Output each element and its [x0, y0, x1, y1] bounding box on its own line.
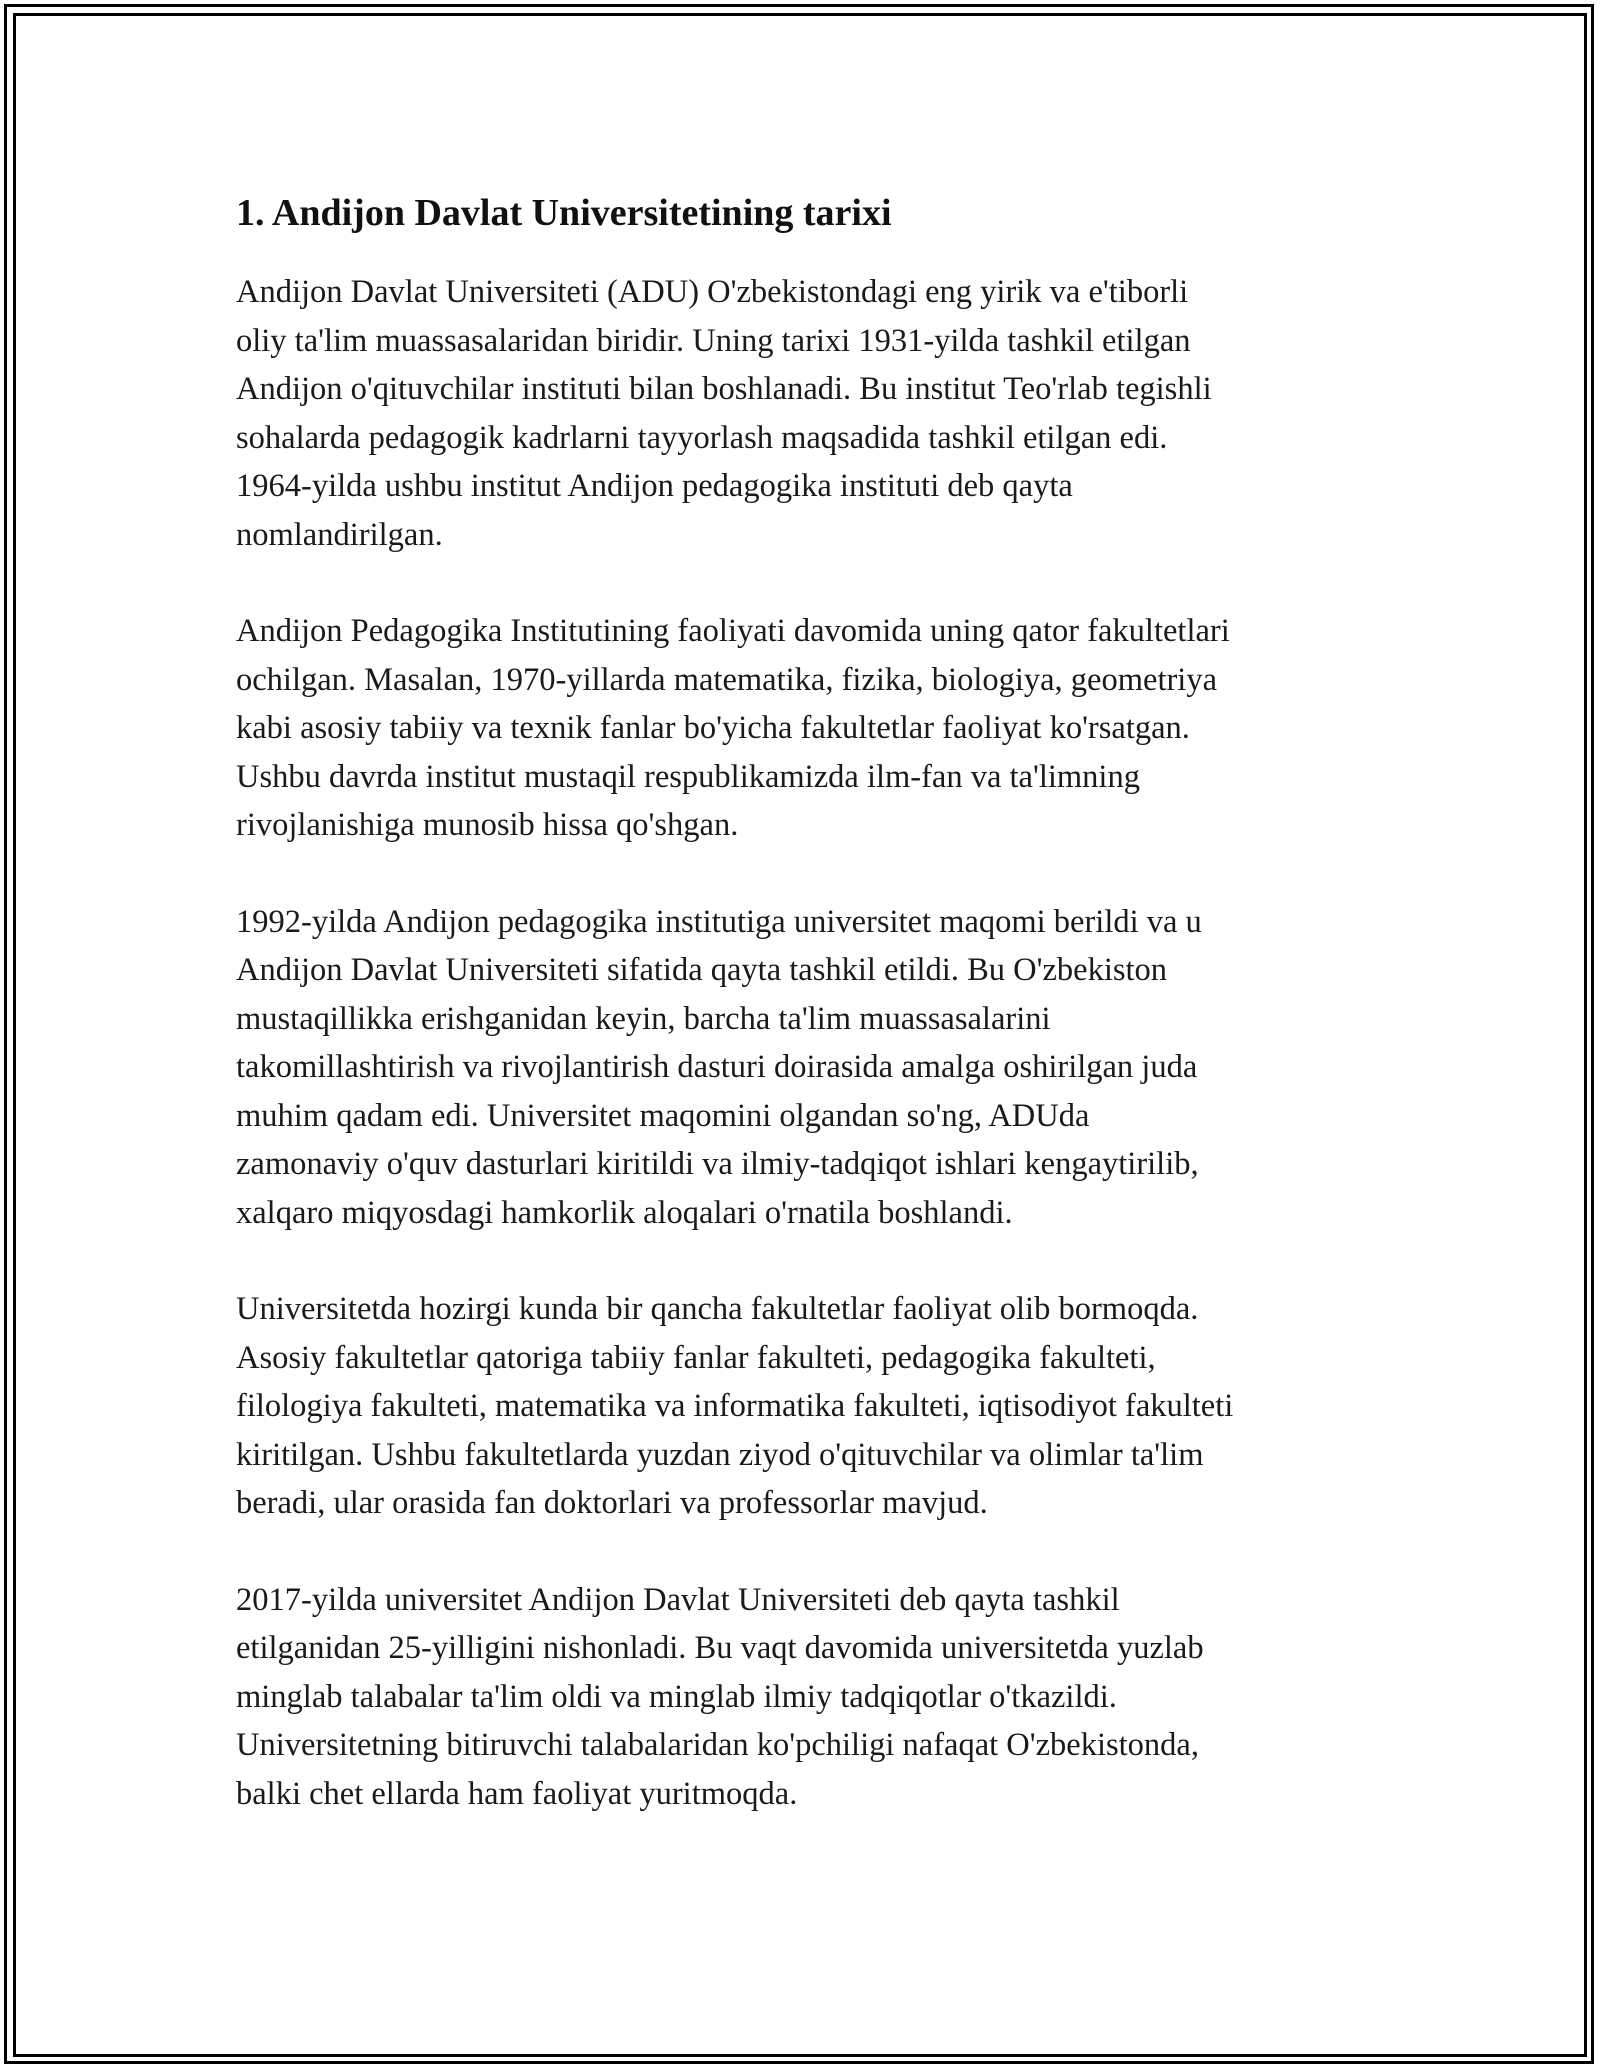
paragraph-line: minglab talabalar ta'lim oldi va minglab ilmiy tadqiqotlar o'tkazildi. — [236, 1678, 1117, 1715]
paragraph — [236, 1576, 1376, 1819]
paragraph — [236, 898, 1376, 1238]
paragraph-line: filologiya fakulteti, matematika va informatika fakulteti, iqtisodiyot fakulteti — [236, 1388, 1234, 1424]
document-body — [236, 268, 1376, 1818]
paragraph-line: ochilgan. Masalan, 1970-yillarda matematika, fizika, biologiya, geometriya — [236, 661, 1217, 698]
paragraph-line: Universitetning bitiruvchi talabalaridan ko'pchiligi nafaqat O'zbekistonda, — [236, 1727, 1199, 1763]
paragraph-line: oliy ta'lim muassasalaridan biridir. Uning tarixi 1931-yilda tashkil etilgan — [236, 322, 1191, 359]
paragraph-line: Universitetda hozirgi kunda bir qancha fakultetlar faoliyat olib bormoqda. — [236, 1291, 1199, 1327]
paragraph-line: xalqaro miqyosdagi hamkorlik aloqalari o'rnatila boshlandi. — [236, 1194, 1013, 1231]
paragraph-line: Andijon o'qituvchilar instituti bilan boshlanadi. Bu institut Teo'rlab tegishli — [236, 371, 1212, 407]
document-content — [236, 184, 1376, 1866]
paragraph-line: sohalarda pedagogik kadrlarni tayyorlash maqsadida tashkil etilgan edi. — [236, 419, 1168, 456]
paragraph-line: Andijon Davlat Universiteti (ADU) O'zbekistondagi eng yirik va e'tiborli — [236, 274, 1189, 310]
paragraph-line: kabi asosiy tabiiy va texnik fanlar bo'yicha fakultetlar faoliyat ko'rsatgan. — [236, 710, 1190, 746]
paragraph-line: Andijon Pedagogika Institutining faoliyati davomida uning qator fakultetlari — [236, 613, 1230, 649]
paragraph-line: zamonaviy o'quv dasturlari kiritildi va ilmiy-tadqiqot ishlari kengaytirilib, — [236, 1146, 1199, 1182]
paragraph-line: takomillashtirish va rivojlantirish dasturi doirasida amalga oshirilgan juda — [236, 1049, 1198, 1085]
paragraph-line: 1992-yilda Andijon pedagogika institutiga universitet maqomi berildi va u — [236, 903, 1202, 940]
paragraph-line: 1964-yilda ushbu institut Andijon pedagogika instituti deb qayta — [236, 468, 1073, 504]
document-heading: 1. Andijon Davlat Universitetining tarixi — [236, 192, 892, 234]
paragraph-line: 2017-yilda universitet Andijon Davlat Universiteti deb qayta tashkil — [236, 1581, 1120, 1618]
paragraph-line: beradi, ular orasida fan doktorlari va professorlar mavjud. — [236, 1485, 988, 1521]
paragraph — [236, 268, 1376, 559]
paragraph-line: balki chet ellarda ham faoliyat yuritmoqda. — [236, 1775, 798, 1812]
paragraph-line: muhim qadam edi. Universitet maqomini olgandan so'ng, ADUda — [236, 1097, 1090, 1134]
paragraph-line: Andijon Davlat Universiteti sifatida qayta tashkil etildi. Bu O'zbekiston — [236, 952, 1168, 988]
paragraph-line: kiritilgan. Ushbu fakultetlarda yuzdan ziyod o'qituvchilar va olimlar ta'lim — [236, 1436, 1204, 1473]
paragraph — [236, 1285, 1376, 1528]
paragraph-line: nomlandirilgan. — [236, 516, 443, 553]
paragraph-line: Ushbu davrda institut mustaqil respublikamizda ilm-fan va ta'limning — [236, 758, 1140, 795]
paragraph-line: Asosiy fakultetlar qatoriga tabiiy fanlar fakulteti, pedagogika fakulteti, — [236, 1339, 1156, 1376]
paragraph-line: rivojlanishiga munosib hissa qo'shgan. — [236, 807, 739, 843]
paragraph-line: mustaqillikka erishganidan keyin, barcha ta'lim muassasalarini — [236, 1000, 1051, 1037]
paragraph — [236, 607, 1376, 850]
paragraph-line: etilganidan 25-yilligini nishonladi. Bu vaqt davomida universitetda yuzlab — [236, 1630, 1204, 1666]
